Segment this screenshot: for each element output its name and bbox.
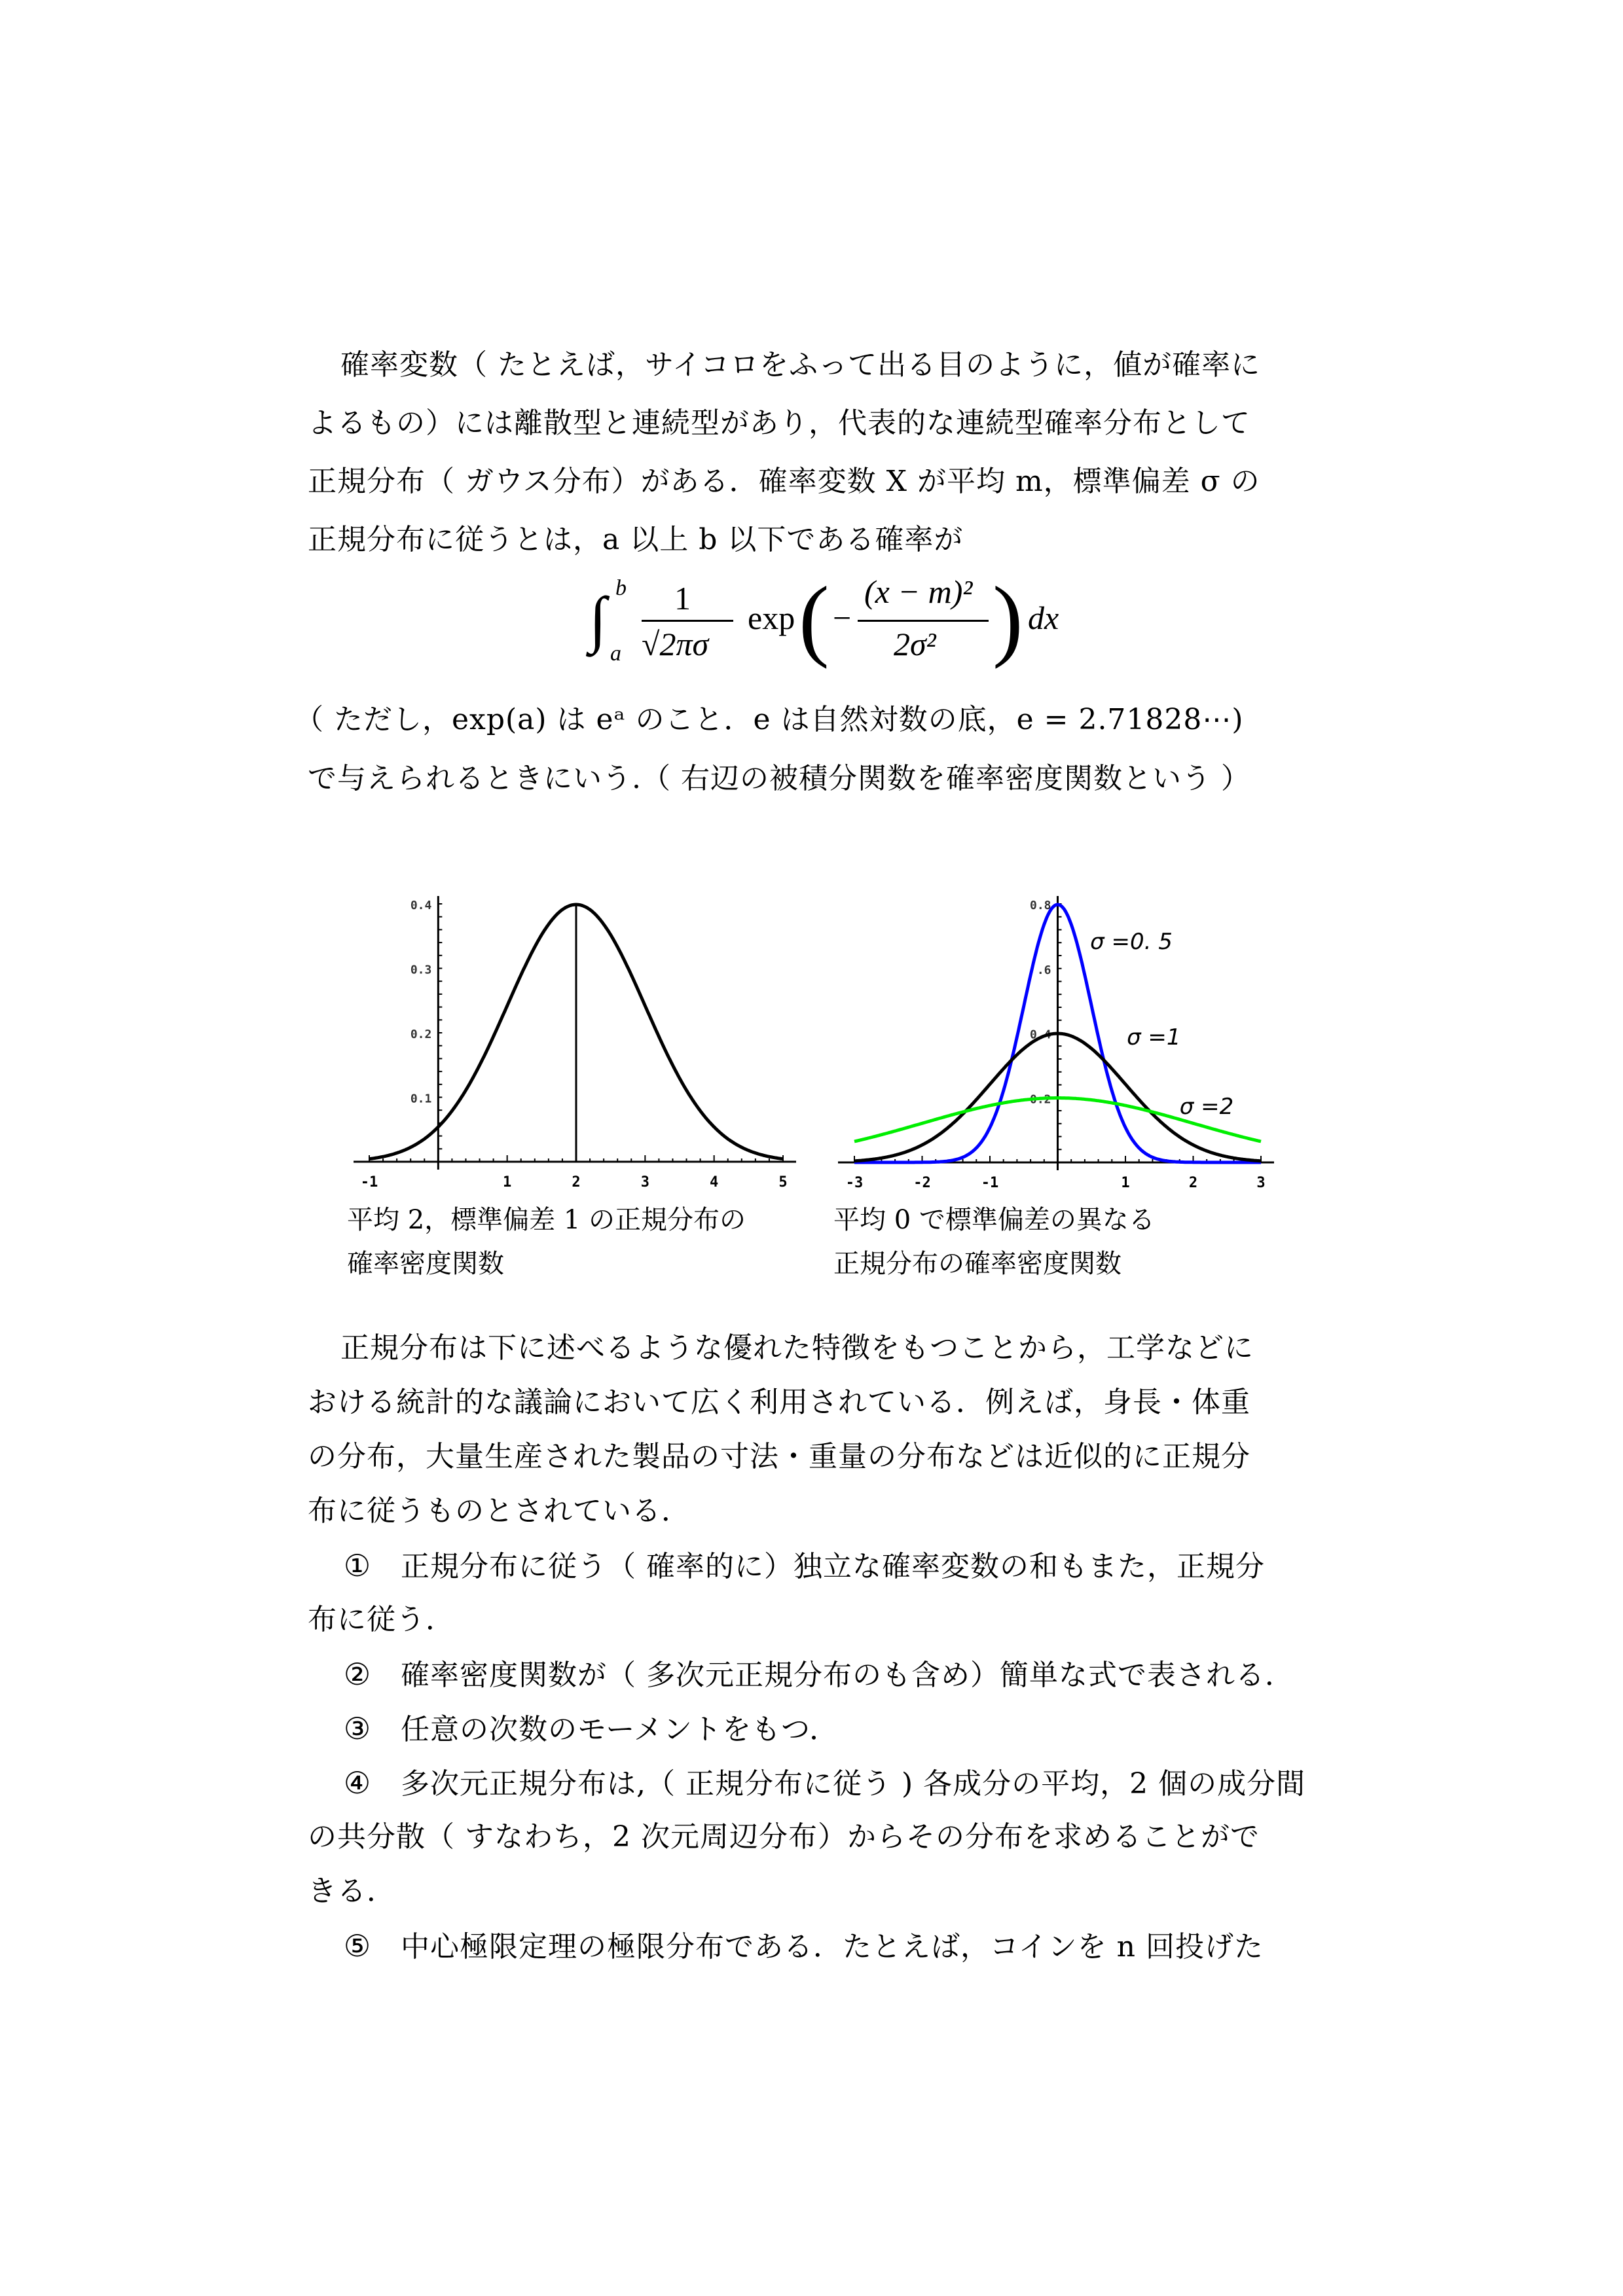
y-tick-label: 0.2 — [410, 1028, 432, 1041]
x-tick-label: -2 — [913, 1175, 931, 1191]
density-integral-formula — [576, 568, 1100, 687]
x-tick-label: 2 — [1188, 1175, 1198, 1191]
x-tick-label: 3 — [640, 1174, 649, 1191]
paragraph1-line-4: 正規分布に従うとは，a 以上 b 以下である確率が — [308, 523, 964, 556]
feature-1-line-2: 布に従う． — [308, 1603, 455, 1636]
paragraph1-line-2: よるもの）には離散型と連続型があり，代表的な連続型確率分布として — [308, 406, 1250, 440]
inner-denominator: 2σ² — [894, 626, 936, 662]
left-paren: ( — [799, 568, 830, 670]
x-tick-label: 2 — [572, 1174, 581, 1191]
integral-sign: ∫ — [589, 584, 607, 654]
feature-2-marker: ② — [343, 1657, 372, 1692]
x-tick-label: 1 — [1121, 1175, 1130, 1191]
x-tick-label: 1 — [503, 1174, 512, 1191]
y-tick-label: 0.8 — [1029, 899, 1051, 912]
caption-right-line-1: 平均 0 で標準偏差の異なる — [833, 1205, 1155, 1235]
feature-3-line-1 — [340, 1709, 1362, 1749]
caption-left-line-2: 確率密度関数 — [347, 1249, 504, 1279]
right-paren: ) — [993, 568, 1023, 670]
feature-5-text: 中心極限定理の極限分布である．たとえば，コインを n 回投げた — [401, 1930, 1264, 1964]
integral-lower-limit: a — [610, 641, 621, 666]
feature-2-text: 確率密度関数が（ 多次元正規分布のも含め）簡単な式で表される． — [401, 1659, 1294, 1692]
chart-normal-mean2-sd1 — [354, 890, 799, 1191]
x-tick-label: -1 — [360, 1174, 378, 1191]
feature-1-marker: ① — [343, 1548, 372, 1583]
y-tick-label: 0.1 — [410, 1092, 432, 1106]
exp-function: exp — [748, 600, 795, 636]
paragraph1-line-1: 確率変数（ たとえば，サイコロをふって出る目のように，値が確率に — [340, 348, 1261, 382]
feature-3-marker: ③ — [343, 1711, 372, 1746]
chart-normal-various-sd — [838, 890, 1296, 1191]
paragraph2-line-1: （ ただし，exp(a) は eᵃ のこと．e は自然対数の底，e = 2.71828⋯) — [295, 703, 1244, 736]
feature-3-text: 任意の次数のモーメントをもつ． — [401, 1713, 839, 1746]
inner-fraction-bar — [858, 620, 989, 622]
x-tick-label: -3 — [845, 1175, 864, 1191]
paragraph3-line-1: 正規分布は下に述べるような優れた特徴をもつことから，工学などに — [340, 1331, 1254, 1365]
feature-4-line-2: の共分散（ すなわち，2 次元周辺分布）からその分布を求めることがで — [308, 1820, 1260, 1854]
x-tick-label: 3 — [1256, 1175, 1266, 1191]
feature-4-text: 多次元正規分布は,（ 正規分布に従う ) 各成分の平均，2 個の成分間 — [401, 1767, 1306, 1801]
paragraph1-line-3: 正規分布（ ガウス分布）がある．確率変数 X が平均 m，標準偏差 σ の — [308, 465, 1260, 498]
y-tick-label: .6 — [1036, 963, 1051, 977]
inner-numerator: (x − m)² — [864, 573, 973, 610]
feature-5-line-1 — [340, 1926, 1362, 1967]
fraction-bar — [642, 620, 733, 622]
y-tick-label: 0.2 — [1029, 1092, 1051, 1107]
feature-4-line-1 — [340, 1763, 1362, 1804]
fraction-numerator: 1 — [674, 580, 691, 617]
paragraph3-line-2: おける統計的な議論において広く利用されている．例えば，身長・体重 — [308, 1386, 1250, 1419]
feature-2-line-1 — [340, 1655, 1362, 1695]
feature-1-line-1 — [340, 1546, 1362, 1587]
y-tick-label: 0.3 — [410, 963, 432, 977]
series-label-3: σ =2 — [1179, 1093, 1234, 1120]
series-label-1: σ =0. 5 — [1090, 929, 1173, 956]
paragraph3-line-4: 布に従うものとされている． — [308, 1494, 691, 1528]
feature-4-line-3: きる． — [308, 1874, 396, 1908]
caption-left-line-1: 平均 2，標準偏差 1 の正規分布の — [347, 1205, 746, 1235]
y-tick-label: 0.4 — [410, 899, 432, 912]
paragraph2-line-2: で与えられるときにいう.（ 右辺の被積分関数を確率密度関数という ） — [308, 762, 1250, 795]
y-tick-label: 0.4 — [1029, 1028, 1051, 1042]
fraction-denominator: √2πσ — [642, 626, 709, 662]
paragraph3-line-3: の分布，大量生産された製品の寸法・重量の分布などは近似的に正規分 — [308, 1440, 1250, 1473]
feature-1-text: 正規分布に従う（ 確率的に）独立な確率変数の和もまた，正規分 — [401, 1550, 1265, 1583]
x-tick-label: 5 — [778, 1174, 788, 1191]
feature-5-marker: ⑤ — [343, 1928, 372, 1964]
differential-dx: dx — [1028, 600, 1059, 636]
series-label-2: σ =1 — [1127, 1024, 1181, 1050]
feature-4-marker: ④ — [343, 1765, 372, 1801]
x-tick-label: -1 — [981, 1175, 999, 1191]
x-tick-label: 4 — [710, 1174, 719, 1191]
minus-sign: − — [833, 600, 852, 636]
caption-right-line-2: 正規分布の確率密度関数 — [833, 1249, 1122, 1279]
integral-upper-limit: b — [615, 576, 627, 600]
